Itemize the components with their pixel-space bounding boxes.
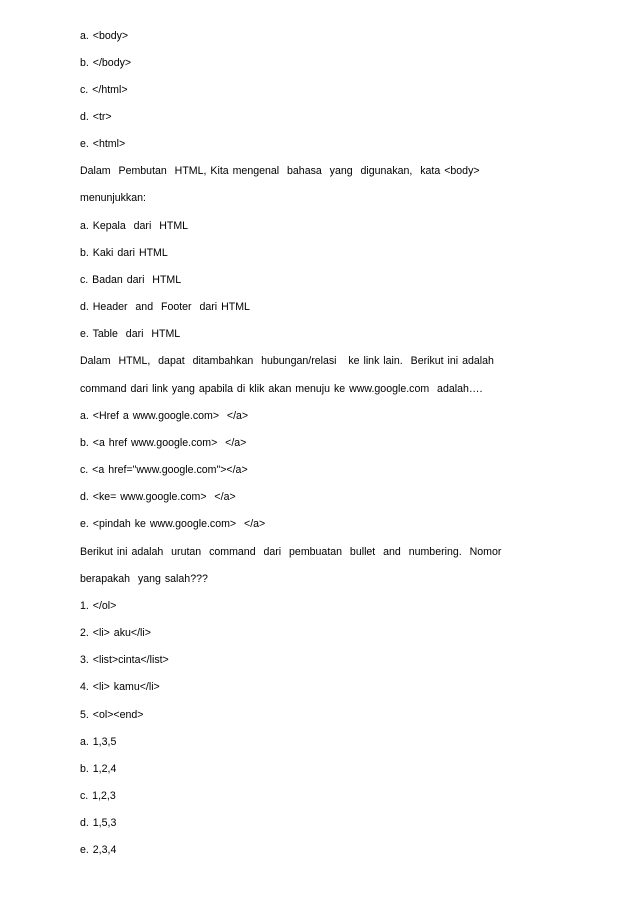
text-line: b. </body> [80, 57, 132, 69]
text-line: e. <pindah ke www.google.com> </a> [80, 518, 266, 530]
text-line: Dalam Pembutan HTML, Kita mengenal bahasa yang digunakan, kata <body> [80, 165, 480, 177]
text-line: d. <ke= www.google.com> </a> [80, 491, 236, 503]
text-line: Berikut ini adalah urutan command dari pembuatan bullet and numbering. Nomor [80, 546, 502, 558]
text-line: d. <tr> [80, 111, 112, 123]
text-line: c. Badan dari HTML [80, 274, 182, 286]
text-line: e. Table dari HTML [80, 328, 181, 340]
text-line: command dari link yang apabila di klik akan menuju ke www.google.com adalah…. [80, 383, 483, 395]
text-line: e. <html> [80, 138, 126, 150]
text-line: berapakah yang salah??? [80, 573, 208, 585]
text-line: b. Kaki dari HTML [80, 247, 168, 259]
text-line: c. <a href="www.google.com"></a> [80, 464, 248, 476]
text-line: 3. <list>cinta</list> [80, 654, 169, 666]
text-line: b. 1,2,4 [80, 763, 117, 775]
text-line: 5. <ol><end> [80, 709, 144, 721]
text-line: a. <body> [80, 30, 129, 42]
text-line: a. 1,3,5 [80, 736, 117, 748]
text-line: 4. <li> kamu</li> [80, 681, 160, 693]
text-line: d. Header and Footer dari HTML [80, 301, 250, 313]
text-line: b. <a href www.google.com> </a> [80, 437, 247, 449]
text-line: e. 2,3,4 [80, 844, 117, 856]
text-line: menunjukkan: [80, 192, 146, 204]
text-line: a. <Href a www.google.com> </a> [80, 410, 249, 422]
text-line: c. 1,2,3 [80, 790, 116, 802]
text-line: c. </html> [80, 84, 128, 96]
text-line: Dalam HTML, dapat ditambahkan hubungan/relasi ke link lain. Berikut ini adalah [80, 355, 494, 367]
text-line: a. Kepala dari HTML [80, 220, 189, 232]
text-line: 2. <li> aku</li> [80, 627, 151, 639]
text-line: 1. </ol> [80, 600, 117, 612]
text-line: d. 1,5,3 [80, 817, 117, 829]
